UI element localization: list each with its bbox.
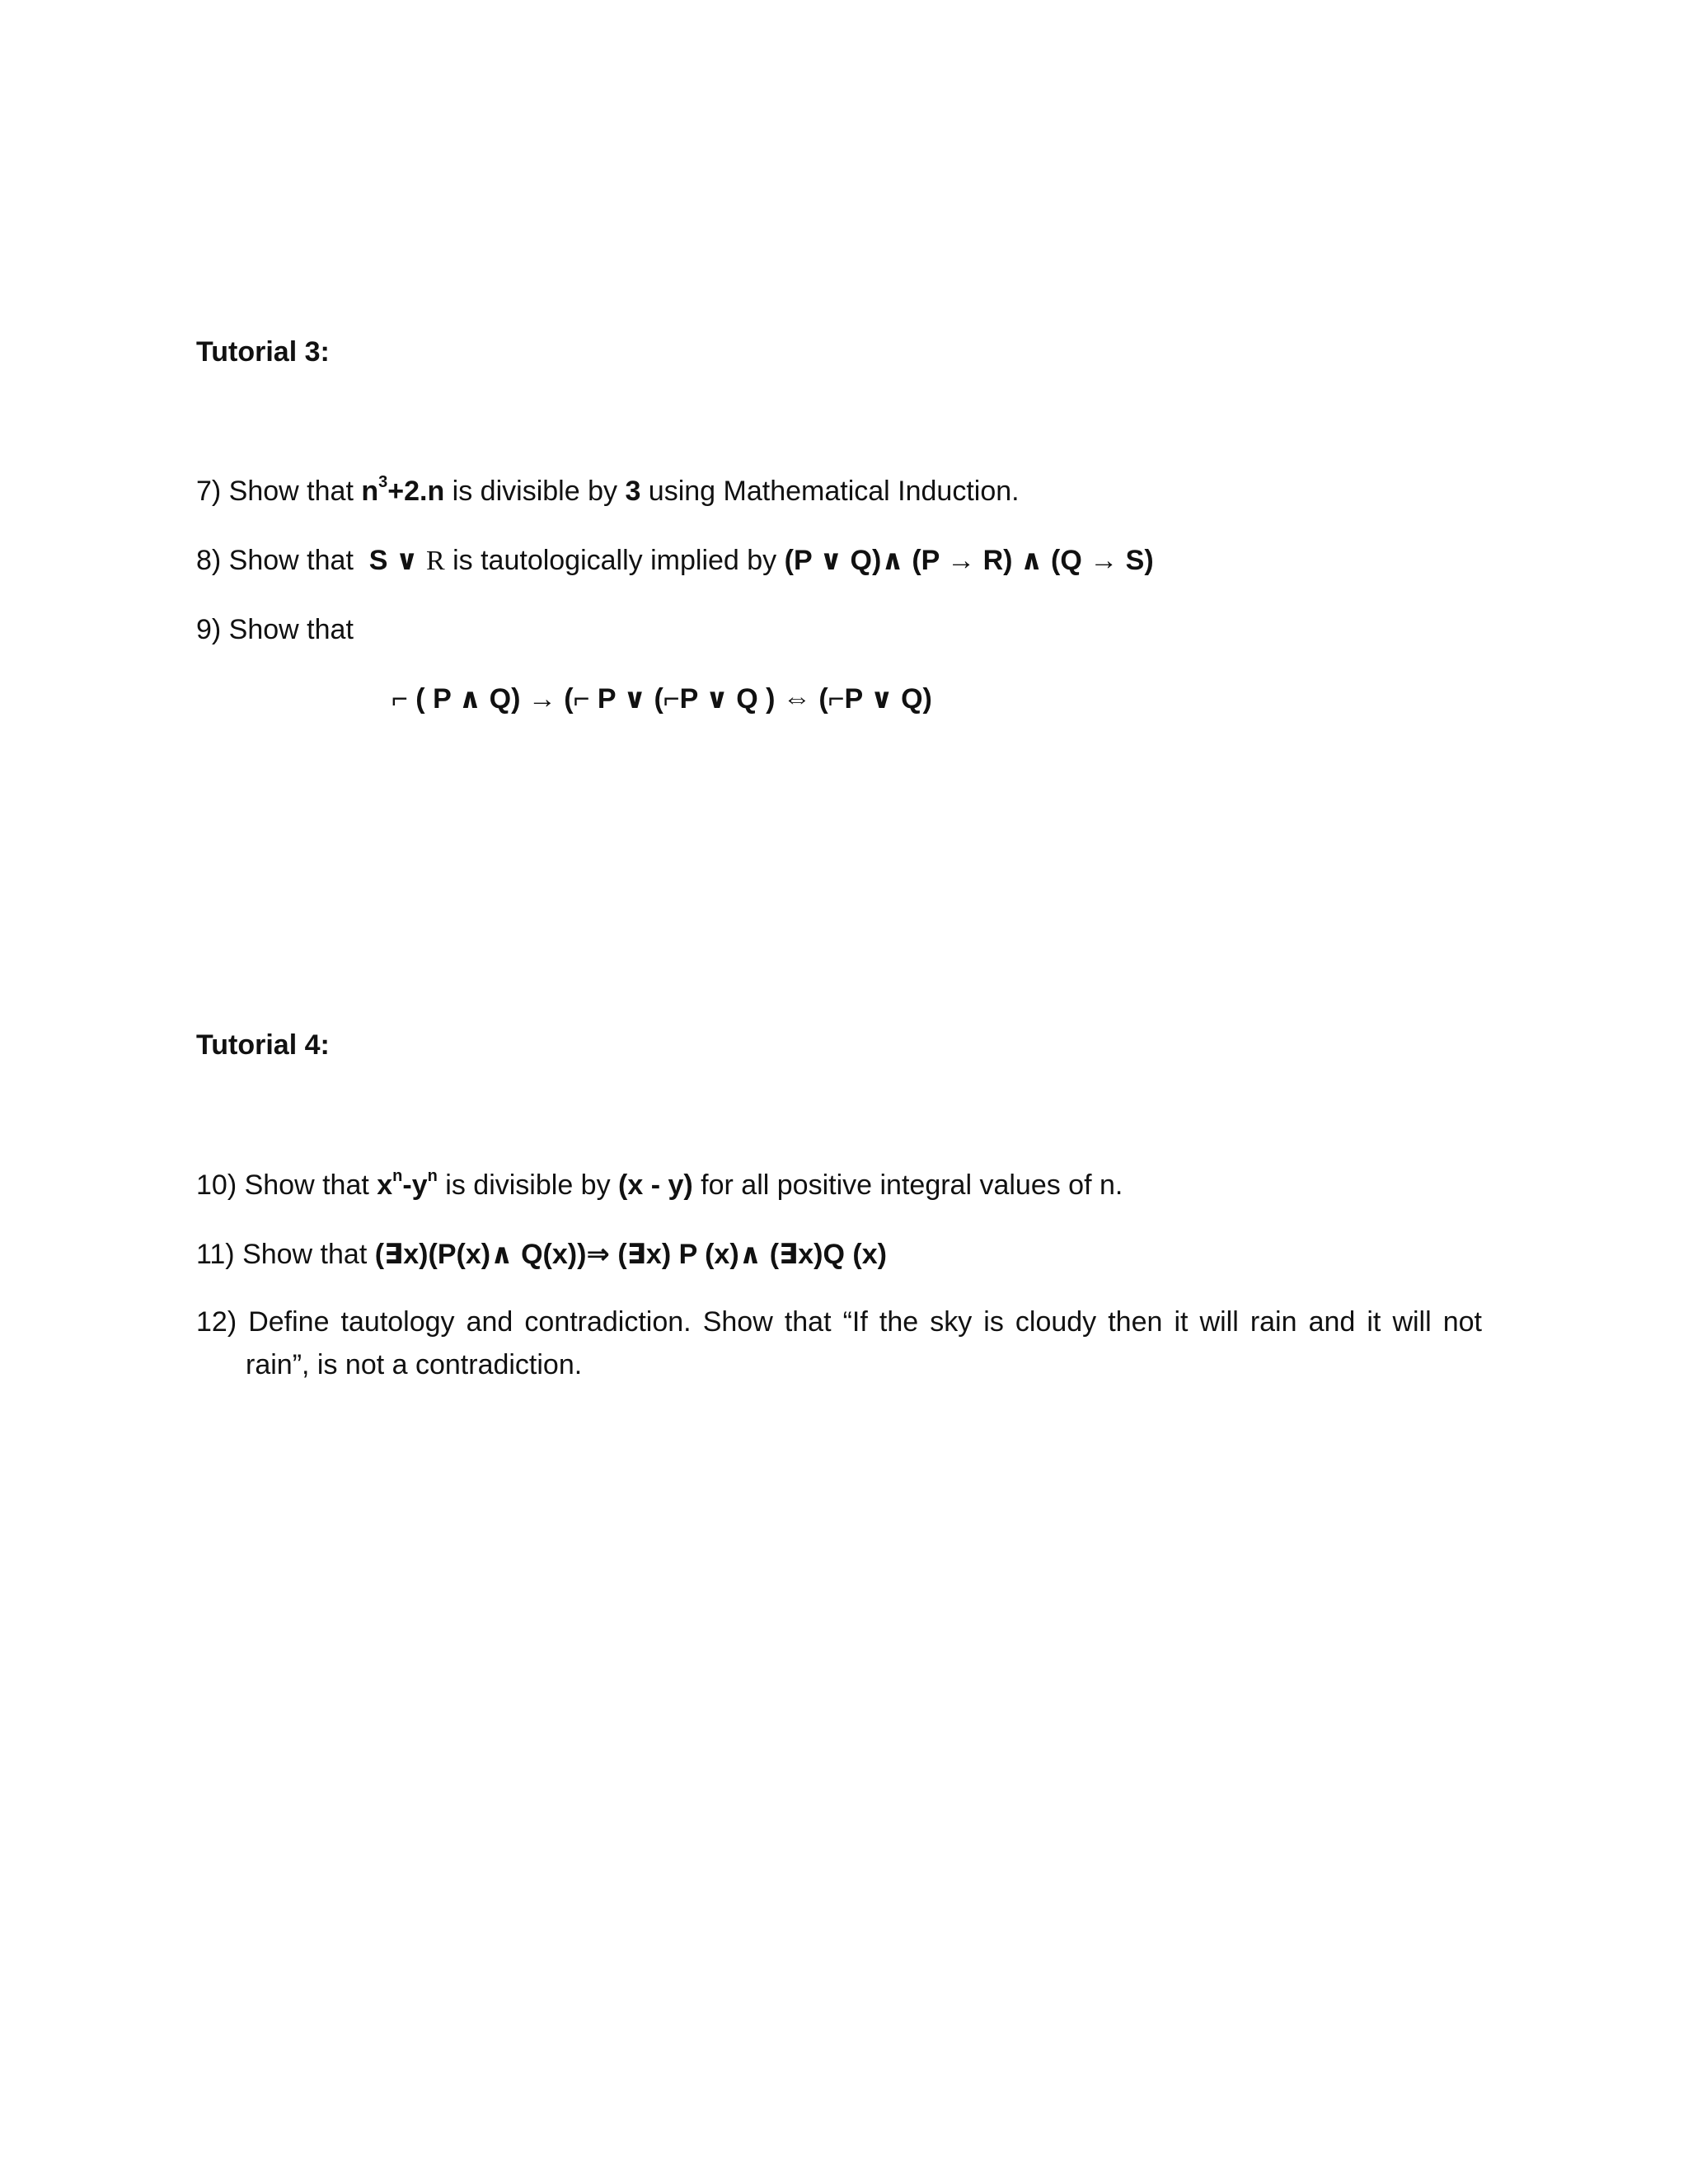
question-9-formula: ⌐ ( P ∧ Q) → (⌐ P ∨ (⌐P ∨ Q ) ⇔ (⌐P ∨ Q): [392, 683, 932, 715]
q10-x: x: [377, 1169, 393, 1201]
q8-middle: is tautologically implied by: [444, 545, 785, 576]
q11-prefix: 11) Show that: [196, 1239, 375, 1270]
q8-r: R: [425, 546, 445, 576]
q10-dash-y: -y: [402, 1169, 428, 1201]
q12-line-1: 12) Define tautology and contradiction. Show that “If the sky is cloudy then it will rain and it will not: [196, 1306, 1482, 1338]
question-10: [196, 1166, 1123, 1202]
q10-y-sup: n: [427, 1166, 438, 1185]
question-12: [196, 1301, 1482, 1386]
q7-expr-base: n: [361, 476, 379, 507]
q7-middle: is divisible by: [444, 476, 626, 507]
q10-x-sup: n: [392, 1166, 403, 1185]
q7-prefix: 7) Show that: [196, 476, 362, 507]
q8-expr: (P ∨ Q)∧ (P → R) ∧ (Q → S): [784, 545, 1154, 576]
question-11: [196, 1238, 887, 1271]
q8-prefix: 8) Show that: [196, 545, 369, 576]
q7-expr-rest: +2.n: [387, 476, 445, 507]
question-9: 9) Show that: [196, 614, 354, 645]
q10-divisor: (x - y): [618, 1169, 693, 1201]
q10-middle: is divisible by: [437, 1169, 619, 1201]
question-8: [196, 544, 1154, 578]
q11-expr: (∃x)(P(x)∧ Q(x))⇒ (∃x) P (x)∧ (∃x)Q (x): [374, 1239, 887, 1270]
q7-divisor: 3: [625, 476, 641, 507]
question-7: [196, 472, 1020, 508]
tutorial-3-heading: Tutorial 3:: [196, 336, 330, 368]
q10-suffix: for all positive integral values of n.: [692, 1169, 1123, 1201]
q7-expr-sup: 3: [378, 472, 388, 491]
tutorial-4-heading: Tutorial 4:: [196, 1029, 330, 1061]
q10-prefix: 10) Show that: [196, 1169, 377, 1201]
q8-s-or: S ∨: [368, 545, 426, 576]
q12-line-2: rain”, is not a contradiction.: [246, 1349, 583, 1380]
q7-suffix: using Mathematical Induction.: [640, 476, 1020, 507]
